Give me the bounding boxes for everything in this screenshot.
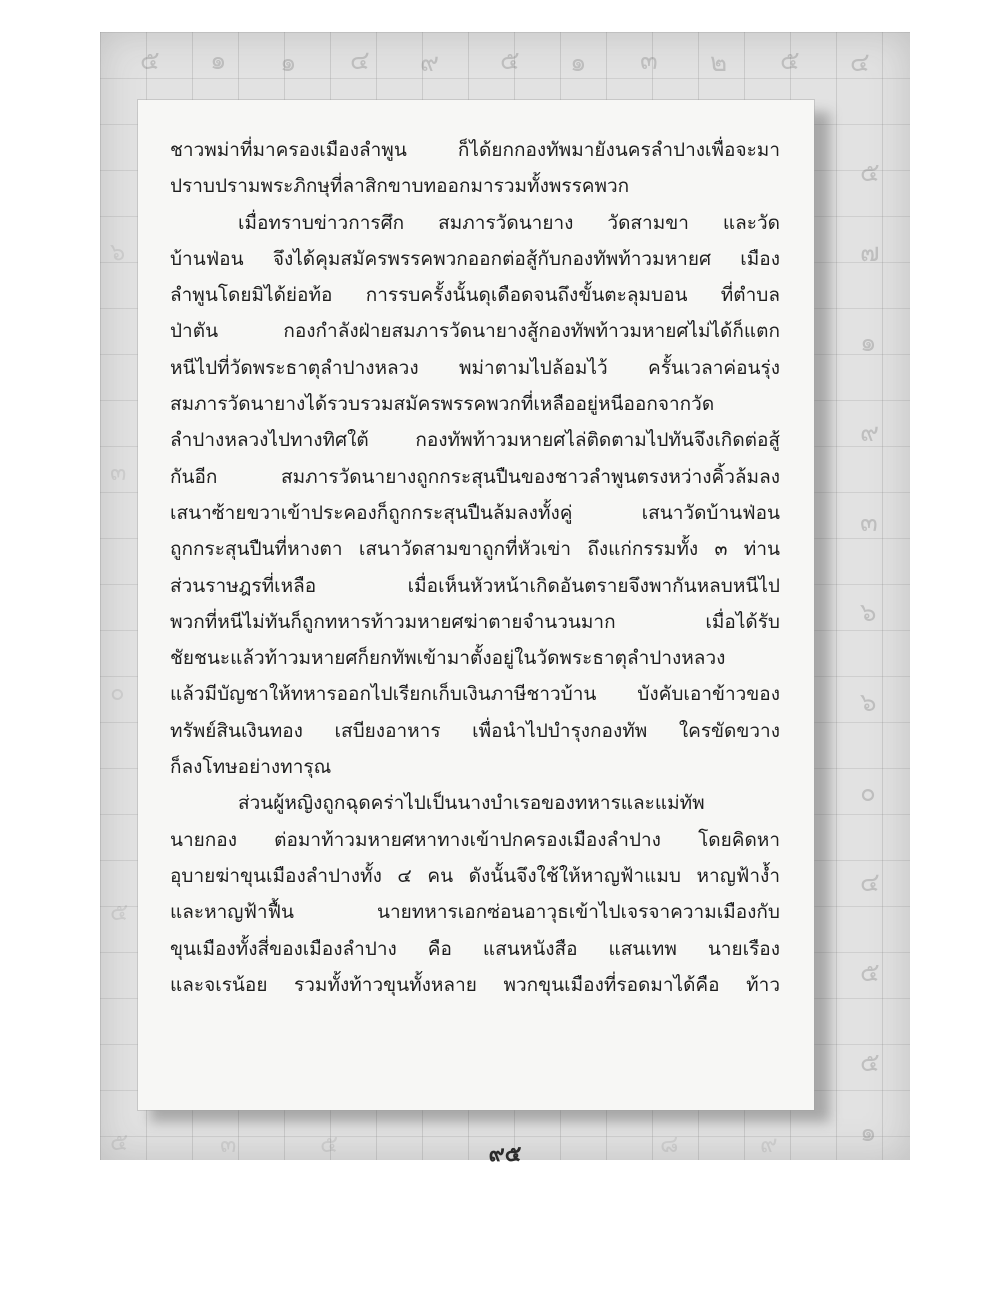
background-glyph: ๓ — [640, 46, 658, 76]
background-glyph: ๕ — [500, 46, 520, 76]
background-glyph: ๔ — [860, 868, 880, 898]
background-glyph: ๙ — [420, 48, 440, 78]
background-glyph: ๑ — [860, 1118, 877, 1148]
background-glyph: ๕ — [860, 158, 880, 188]
text-line: กันอีก สมภารวัดนายางถูกกระสุนปืนของชาวลำพูนตรงหว่างคิ้วล้มลง — [170, 465, 780, 488]
book-page — [138, 100, 814, 1110]
page-number: ๙๕ — [488, 1141, 522, 1167]
text-line: อุบายฆ่าขุนเมืองลำปางทั้ง ๔ คน ดังนั้นจึงใช้ให้หาญฟ้าแมบ หาญฟ้าง้ำ — [170, 864, 780, 887]
background-glyph: ๒ — [710, 48, 728, 78]
text-line: และหาญฟ้าฟื้น นายทหารเอกซ่อนอาวุธเข้าไปเจรจาความเมืองกับ — [170, 901, 780, 924]
background-glyph: ๓ — [220, 1130, 237, 1158]
background-glyph: ๕ — [110, 898, 129, 926]
background-glyph: ๐ — [860, 778, 876, 808]
background-glyph: ๙ — [760, 1130, 778, 1158]
background-glyph: ๖ — [860, 598, 877, 628]
background-glyph: ๐ — [110, 678, 125, 706]
text-line: ส่วนผู้หญิงถูกฉุดคร่าไปเป็นนางบำเรอของทหารและแม่ทัพ — [238, 792, 705, 815]
background-glyph: ๙ — [860, 418, 880, 448]
text-line: ลำปางหลวงไปทางทิศใต้ กองทัพท้าวมหายศไล่ติดตามไปทันจึงเกิดต่อสู้ — [170, 429, 780, 452]
text-line: ทรัพย์สินเงินทอง เสบียงอาหาร เพื่อนำไปบำรุงกองทัพ ใครขัดขวาง — [170, 719, 780, 742]
background-glyph: ๖ — [110, 238, 126, 266]
background-glyph: ๔ — [850, 48, 870, 78]
text-line: พวกที่หนีไม่ทันก็ถูกทหารท้าวมหายศฆ่าตายจำนวนมาก เมื่อได้รับ — [170, 610, 780, 633]
background-glyph: ๑ — [860, 328, 877, 358]
background-glyph: ๕ — [780, 46, 800, 76]
background-glyph: ๕ — [140, 46, 160, 76]
text-line: ส่วนราษฎรที่เหลือ เมื่อเห็นหัวหน้าเกิดอันตรายจึงพากันหลบหนีไป — [170, 574, 780, 597]
background-glyph: ๕ — [860, 1048, 880, 1078]
text-line: ถูกกระสุนปืนที่หางตา เสนาวัดสามขาถูกที่หัวเข่า ถึงแก่กรรมทั้ง ๓ ท่าน — [170, 538, 780, 561]
background-glyph: ๕ — [320, 1130, 339, 1158]
text-line: และจเรน้อย รวมทั้งท้าวขุนทั้งหลาย พวกขุนเมืองที่รอดมาได้คือ ท้าว — [170, 973, 780, 996]
text-line: ป่าตัน กองกำลังฝ่ายสมภารวัดนายางสู้กองทัพท้าวมหายศไม่ได้ก็แตก — [170, 320, 780, 343]
text-line: ก็ลงโทษอย่างทารุณ — [170, 756, 332, 779]
background-glyph: ๘ — [660, 1130, 679, 1158]
text-line: ชาวพม่าที่มาครองเมืองลำพูน ก็ได้ยกกองทัพมายังนครลำปางเพื่อจะมา — [170, 139, 780, 161]
text-line: เมื่อทราบข่าวการศึก สมภารวัดนายาง วัดสามขา และวัด — [238, 211, 780, 234]
background-glyph: ๑ — [210, 46, 227, 76]
text-line: ปราบปรามพระภิกษุที่ลาสิกขาบทออกมารวมทั้งพรรคพวก — [170, 175, 630, 198]
background-glyph: ๑ — [570, 48, 587, 78]
text-line: ขุนเมืองทั้งสี่ของเมืองลำปาง คือ แสนหนังสือ แสนเทพ นายเรือง — [170, 937, 780, 960]
text-line: สมภารวัดนายางได้รวบรวมสมัครพรรคพวกที่เหลืออยู่หนีออกจากวัด — [170, 393, 715, 416]
background-glyph: ๔ — [350, 46, 370, 76]
text-line: เสนาซ้ายขวาเข้าประคองก็ถูกกระสุนปืนล้มลงทั้งคู่ เสนาวัดบ้านฟ่อน — [170, 501, 780, 524]
background-glyph: ๑ — [280, 48, 297, 78]
background-glyph: ๓ — [860, 508, 878, 538]
background-glyph: ๕ — [860, 958, 880, 988]
background-glyph: ๗ — [860, 238, 880, 268]
text-line: ชัยชนะแล้วท้าวมหายศก็ยกทัพเข้ามาตั้งอยู่ในวัดพระธาตุลำปางหลวง — [170, 647, 726, 670]
text-line: ลำพูนโดยมิได้ย่อท้อ การรบครั้งนั้นดุเดือดจนถึงขั้นตะลุมบอน ที่ตำบล — [170, 284, 780, 307]
background-glyph: ๓ — [110, 458, 127, 486]
text-line: นายกอง ต่อมาท้าวมหายศหาทางเข้าปกครองเมืองลำปาง โดยคิดหา — [170, 828, 780, 851]
text-line: บ้านฟ่อน จึงได้คุมสมัครพรรคพวกออกต่อสู้กับกองทัพท้าวมหายศ เมือง — [170, 247, 780, 270]
text-line: แล้วมีบัญชาให้ทหารออกไปเรียกเก็บเงินภาษีชาวบ้าน บังคับเอาข้าวของ — [170, 683, 780, 706]
body-text — [170, 132, 780, 1003]
background-glyph: ๖ — [860, 688, 877, 718]
text-line: หนีไปที่วัดพระธาตุลำปางหลวง พม่าตามไปล้อมไว้ ครั้นเวลาค่อนรุ่ง — [170, 356, 780, 379]
background-glyph: ๕ — [110, 1128, 129, 1156]
